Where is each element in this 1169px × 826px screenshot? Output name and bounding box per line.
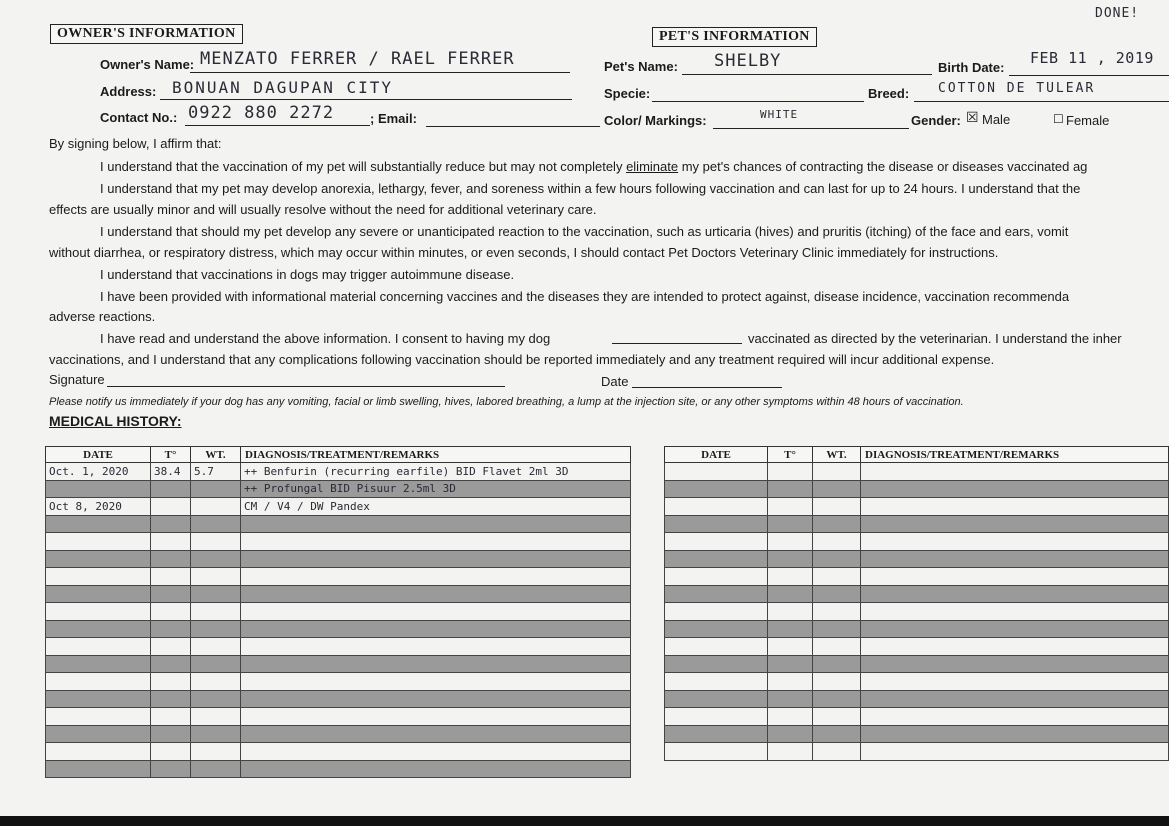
affirm-paragraph-2-line-1: I understand that my pet may develop anorexia, lethargy, fever, and soreness within a few hours following vaccination and can last for up to 24 hours. I understand that the: [100, 181, 1081, 196]
pet-name-line: [682, 74, 932, 75]
table-row: [665, 690, 1169, 708]
table-row: [46, 743, 631, 761]
cell-date[interactable]: [665, 568, 768, 586]
signature-label: Signature: [49, 372, 105, 387]
cell-remarks[interactable]: [241, 568, 631, 586]
cell-temp[interactable]: [768, 743, 813, 761]
affirm-paragraph-6-line-1: [100, 329, 1122, 349]
cell-wt[interactable]: [191, 708, 241, 726]
email-line: [426, 126, 600, 127]
cell-wt[interactable]: [191, 515, 241, 533]
cell-wt[interactable]: [813, 463, 861, 481]
cell-temp[interactable]: [151, 533, 191, 551]
medical-history-title: MEDICAL HISTORY:: [49, 413, 182, 429]
cell-remarks[interactable]: [861, 498, 1169, 516]
cell-wt[interactable]: [191, 743, 241, 761]
cell-temp[interactable]: [151, 568, 191, 586]
cell-date[interactable]: Oct 8, 2020: [46, 498, 151, 516]
table-row: [46, 638, 631, 656]
col-date: DATE: [46, 447, 151, 463]
affirm-p1-after: my pet's chances of contracting the disease or diseases vaccinated ag: [678, 159, 1088, 174]
address-line: [160, 99, 572, 100]
address-value[interactable]: BONUAN DAGUPAN CITY: [172, 78, 394, 97]
table-row: [665, 655, 1169, 673]
cell-date[interactable]: [46, 480, 151, 498]
cell-temp[interactable]: [151, 620, 191, 638]
cell-date[interactable]: [46, 690, 151, 708]
cell-temp[interactable]: [768, 673, 813, 691]
cell-wt[interactable]: [813, 480, 861, 498]
cell-remarks[interactable]: [861, 673, 1169, 691]
affirm-p1-before: I understand that the vaccination of my pet will substantially reduce but may not completely: [100, 159, 627, 174]
owner-name-value[interactable]: MENZATO FERRER / RAEL FERRER: [200, 49, 515, 69]
col-temp: T°: [768, 447, 813, 463]
date-line[interactable]: [632, 387, 782, 388]
col-remarks: DIAGNOSIS/TREATMENT/REMARKS: [861, 447, 1169, 463]
cell-date[interactable]: [665, 725, 768, 743]
dog-name-blank-line[interactable]: [612, 343, 742, 344]
cell-remarks[interactable]: [241, 743, 631, 761]
cell-remarks[interactable]: [861, 708, 1169, 726]
cell-wt[interactable]: [191, 620, 241, 638]
color-label: Color/ Markings:: [604, 113, 707, 128]
signature-line[interactable]: [107, 386, 505, 387]
affirm-p6-before: I have read and understand the above information. I consent to having my dog: [100, 331, 551, 346]
table-row: [665, 463, 1169, 481]
table-row: [46, 480, 631, 498]
affirm-paragraph-5-line-2: adverse reactions.: [49, 309, 156, 324]
cell-wt[interactable]: [191, 533, 241, 551]
col-weight: WT.: [191, 447, 241, 463]
cell-wt[interactable]: [191, 568, 241, 586]
cell-temp[interactable]: [151, 743, 191, 761]
cell-remarks[interactable]: [241, 725, 631, 743]
cell-wt[interactable]: [813, 743, 861, 761]
table-row: [665, 638, 1169, 656]
affirm-p6-after: vaccinated as directed by the veterinarian. I understand the inher: [748, 331, 1122, 346]
cell-wt[interactable]: [813, 655, 861, 673]
cell-wt[interactable]: [813, 673, 861, 691]
cell-date[interactable]: [46, 760, 151, 778]
birth-date-value[interactable]: FEB 11 , 2019: [1030, 49, 1154, 67]
corner-note: DONE!: [1095, 6, 1140, 21]
table-row: [46, 760, 631, 778]
cell-remarks[interactable]: [861, 638, 1169, 656]
gender-female-checkbox[interactable]: ☐: [1053, 112, 1064, 126]
table-row: [46, 655, 631, 673]
cell-temp[interactable]: [768, 655, 813, 673]
cell-date[interactable]: [46, 533, 151, 551]
color-line: [713, 128, 909, 129]
table-row: [46, 620, 631, 638]
cell-date[interactable]: [46, 620, 151, 638]
cell-date[interactable]: [46, 655, 151, 673]
medical-history-table-right: [664, 446, 1169, 761]
breed-line: [914, 101, 1169, 102]
notice-text: Please notify us immediately if your dog has any vomiting, facial or limb swelling, hives, labored breathing, a lump at the injection site, or any other symptoms within 48 hours of vaccination.: [49, 396, 964, 408]
table-row: [665, 620, 1169, 638]
cell-wt[interactable]: [191, 655, 241, 673]
cell-remarks[interactable]: [241, 515, 631, 533]
table-row: [46, 568, 631, 586]
pet-name-label: Pet's Name:: [604, 59, 678, 74]
cell-date[interactable]: [46, 568, 151, 586]
cell-remarks[interactable]: [241, 550, 631, 568]
col-weight: WT.: [813, 447, 861, 463]
table-row: [665, 568, 1169, 586]
cell-wt[interactable]: [813, 550, 861, 568]
cell-remarks[interactable]: ++ Benfurin (recurring earfile) BID Flavet 2ml 3D: [241, 463, 631, 481]
cell-date[interactable]: [665, 480, 768, 498]
cell-remarks[interactable]: [241, 655, 631, 673]
cell-date[interactable]: [665, 463, 768, 481]
table-row: [665, 498, 1169, 516]
table-row: [46, 463, 631, 481]
table-row: [46, 498, 631, 516]
cell-remarks[interactable]: [861, 585, 1169, 603]
cell-temp[interactable]: [768, 690, 813, 708]
cell-temp[interactable]: [768, 708, 813, 726]
cell-date[interactable]: Oct. 1, 2020: [46, 463, 151, 481]
cell-wt[interactable]: [191, 760, 241, 778]
affirm-paragraph-2-line-2: effects are usually minor and will usually resolve without the need for additional veterinary care.: [49, 202, 597, 217]
cell-remarks[interactable]: [241, 585, 631, 603]
cell-temp[interactable]: [768, 620, 813, 638]
gender-male-checkbox[interactable]: ☒: [966, 110, 979, 126]
cell-temp[interactable]: [151, 690, 191, 708]
cell-date[interactable]: [665, 585, 768, 603]
cell-date[interactable]: [665, 603, 768, 621]
cell-temp[interactable]: [768, 533, 813, 551]
cell-wt[interactable]: [813, 603, 861, 621]
cell-date[interactable]: [46, 708, 151, 726]
table-row: [46, 690, 631, 708]
table-row: [665, 480, 1169, 498]
cell-date[interactable]: [46, 515, 151, 533]
table-row: [46, 533, 631, 551]
cell-date[interactable]: [665, 743, 768, 761]
gender-female-label: Female: [1066, 113, 1110, 128]
cell-temp[interactable]: [768, 498, 813, 516]
pet-section-title: PET'S INFORMATION: [652, 27, 817, 47]
table-row: [665, 708, 1169, 726]
table-row: [46, 515, 631, 533]
cell-temp[interactable]: [768, 463, 813, 481]
table-row: [665, 743, 1169, 761]
birth-date-line: [1009, 75, 1169, 76]
cell-wt[interactable]: 5.7: [191, 463, 241, 481]
breed-value[interactable]: COTTON DE TULEAR: [938, 81, 1096, 96]
cell-date[interactable]: [665, 533, 768, 551]
cell-wt[interactable]: [191, 480, 241, 498]
owner-name-line: [190, 72, 570, 73]
cell-temp[interactable]: [151, 638, 191, 656]
cell-temp[interactable]: [768, 638, 813, 656]
table-row: [46, 725, 631, 743]
gender-label: Gender:: [911, 113, 961, 128]
cell-remarks[interactable]: [241, 673, 631, 691]
cell-temp[interactable]: 38.4: [151, 463, 191, 481]
specie-label: Specie:: [604, 86, 651, 101]
cell-wt[interactable]: [813, 708, 861, 726]
affirm-paragraph-5-line-1: I have been provided with informational material concerning vaccines and the diseases they are intended to protect against, disease incidence, vaccination recommenda: [100, 289, 1070, 304]
affirm-p1-underlined: eliminate: [626, 159, 679, 174]
cell-temp[interactable]: [151, 480, 191, 498]
cell-temp[interactable]: [768, 585, 813, 603]
cell-remarks[interactable]: [861, 743, 1169, 761]
cell-temp[interactable]: [151, 603, 191, 621]
contact-line: [185, 125, 370, 126]
cell-remarks[interactable]: [241, 638, 631, 656]
cell-remarks[interactable]: [241, 708, 631, 726]
gender-male-label: Male: [982, 112, 1011, 127]
cell-date[interactable]: [46, 743, 151, 761]
cell-date[interactable]: [665, 620, 768, 638]
birth-date-label: Birth Date:: [938, 60, 1005, 75]
cell-remarks[interactable]: ++ Profungal BID Pisuur 2.5ml 3D: [241, 480, 631, 498]
cell-wt[interactable]: [191, 690, 241, 708]
cell-date[interactable]: [665, 673, 768, 691]
cell-date[interactable]: [665, 550, 768, 568]
cell-wt[interactable]: [813, 533, 861, 551]
cell-date[interactable]: [665, 638, 768, 656]
cell-wt[interactable]: [191, 585, 241, 603]
cell-remarks[interactable]: [861, 603, 1169, 621]
table-row: [665, 550, 1169, 568]
cell-remarks[interactable]: [241, 533, 631, 551]
cell-date[interactable]: [46, 550, 151, 568]
medical-history-table-left: [45, 446, 631, 778]
table-row: [665, 585, 1169, 603]
affirm-intro: By signing below, I affirm that:: [49, 136, 222, 151]
table-row: [665, 673, 1169, 691]
cell-wt[interactable]: [813, 515, 861, 533]
cell-temp[interactable]: [151, 708, 191, 726]
cell-temp[interactable]: [768, 550, 813, 568]
affirm-paragraph-3-line-2: without diarrhea, or respiratory distress, which may occur within minutes, or even seconds, I should contact Pet Doctors Veterinary Clinic immediately for instructions.: [49, 245, 999, 260]
owner-section-title: OWNER'S INFORMATION: [50, 24, 243, 44]
cell-remarks[interactable]: [861, 463, 1169, 481]
col-remarks: DIAGNOSIS/TREATMENT/REMARKS: [241, 447, 631, 463]
cell-temp[interactable]: [768, 603, 813, 621]
cell-temp[interactable]: [768, 568, 813, 586]
cell-wt[interactable]: [191, 725, 241, 743]
cell-date[interactable]: [46, 725, 151, 743]
cell-remarks[interactable]: [861, 533, 1169, 551]
table-row: [46, 603, 631, 621]
cell-wt[interactable]: [813, 498, 861, 516]
cell-remarks[interactable]: [861, 655, 1169, 673]
cell-remarks[interactable]: [861, 725, 1169, 743]
cell-remarks[interactable]: [861, 568, 1169, 586]
cell-remarks[interactable]: [861, 550, 1169, 568]
cell-wt[interactable]: [813, 585, 861, 603]
cell-wt[interactable]: [191, 498, 241, 516]
cell-temp[interactable]: [151, 515, 191, 533]
col-temp: T°: [151, 447, 191, 463]
cell-wt[interactable]: [813, 638, 861, 656]
cell-wt[interactable]: [813, 568, 861, 586]
cell-date[interactable]: [46, 673, 151, 691]
specie-line: [652, 101, 864, 102]
breed-label: Breed:: [868, 86, 910, 101]
cell-wt[interactable]: [191, 638, 241, 656]
cell-date[interactable]: [46, 585, 151, 603]
cell-date[interactable]: [665, 498, 768, 516]
cell-wt[interactable]: [813, 725, 861, 743]
cell-wt[interactable]: [191, 673, 241, 691]
table-row: [46, 708, 631, 726]
contact-label: Contact No.:: [100, 110, 178, 125]
cell-wt[interactable]: [813, 620, 861, 638]
table-row: [665, 515, 1169, 533]
color-value[interactable]: WHITE: [760, 108, 799, 121]
table-row: [46, 673, 631, 691]
cell-remarks[interactable]: [861, 480, 1169, 498]
cell-remarks[interactable]: [861, 515, 1169, 533]
cell-remarks[interactable]: [241, 690, 631, 708]
cell-temp[interactable]: [768, 725, 813, 743]
cell-date[interactable]: [46, 603, 151, 621]
cell-temp[interactable]: [151, 655, 191, 673]
cell-wt[interactable]: [813, 690, 861, 708]
cell-remarks[interactable]: [861, 690, 1169, 708]
cell-wt[interactable]: [191, 550, 241, 568]
affirm-paragraph-4: I understand that vaccinations in dogs may trigger autoimmune disease.: [100, 267, 515, 282]
cell-temp[interactable]: [151, 550, 191, 568]
cell-temp[interactable]: [151, 725, 191, 743]
table-header-row: [665, 447, 1169, 463]
cell-remarks[interactable]: [861, 620, 1169, 638]
affirm-paragraph-1: [100, 157, 1087, 177]
affirm-paragraph-3-line-1: I understand that should my pet develop any severe or unanticipated reaction to the vaccination, such as urticaria (hives) and pruritis (itching) of the face and ears, vomit: [100, 224, 1069, 239]
table-row: [665, 725, 1169, 743]
table-row: [46, 550, 631, 568]
cell-temp[interactable]: [151, 673, 191, 691]
pet-name-value[interactable]: SHELBY: [714, 51, 782, 71]
cell-date[interactable]: [665, 515, 768, 533]
date-label: Date: [601, 374, 629, 389]
cell-remarks[interactable]: [241, 760, 631, 778]
cell-temp[interactable]: [768, 480, 813, 498]
table-header-row: [46, 447, 631, 463]
email-label: ; Email:: [370, 111, 417, 126]
table-row: [46, 585, 631, 603]
cell-temp[interactable]: [151, 498, 191, 516]
cell-date[interactable]: [665, 655, 768, 673]
cell-date[interactable]: [665, 690, 768, 708]
cell-remarks[interactable]: [241, 620, 631, 638]
cell-temp[interactable]: [768, 515, 813, 533]
cell-date[interactable]: [46, 638, 151, 656]
cell-temp[interactable]: [151, 585, 191, 603]
table-row: [665, 533, 1169, 551]
table-row: [665, 603, 1169, 621]
cell-wt[interactable]: [191, 603, 241, 621]
cell-remarks[interactable]: [241, 603, 631, 621]
owner-name-label: Owner's Name:: [100, 57, 195, 72]
cell-remarks[interactable]: CM / V4 / DW Pandex: [241, 498, 631, 516]
scan-bottom-edge: [0, 816, 1169, 826]
address-label: Address:: [100, 84, 157, 99]
cell-temp[interactable]: [151, 760, 191, 778]
cell-date[interactable]: [665, 708, 768, 726]
col-date: DATE: [665, 447, 768, 463]
contact-value[interactable]: 0922 880 2272: [188, 103, 335, 123]
affirm-paragraph-6-line-2: vaccinations, and I understand that any complications following vaccination should be reported immediately and any treatment required will incur additional expense.: [49, 352, 995, 367]
